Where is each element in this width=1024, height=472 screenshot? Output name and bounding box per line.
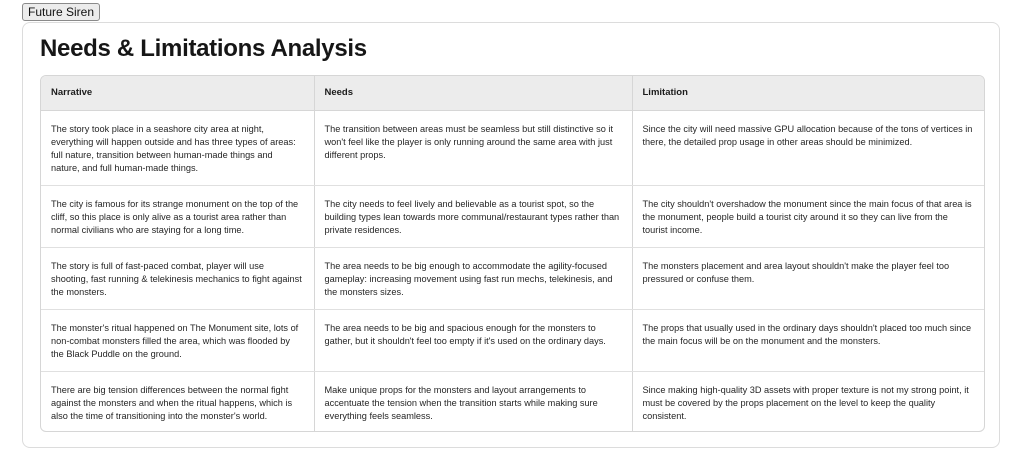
- cell-limitation: The monsters placement and area layout shouldn't make the player feel too pressured or confuse them.: [632, 247, 984, 309]
- table-row: [41, 185, 984, 247]
- analysis-card: [22, 22, 1000, 448]
- analysis-table-container: [40, 75, 985, 432]
- analysis-table: [41, 76, 984, 432]
- cell-needs: The area needs to be big enough to accommodate the agility-focused gameplay: increasing movement using fast run mechs, telekinesis, and the monsters sizes.: [314, 247, 632, 309]
- cell-needs: The transition between areas must be seamless but still distinctive so it won't feel like the player is only running around the same area with just different props.: [314, 110, 632, 185]
- page-title: Needs & Limitations Analysis: [40, 35, 367, 62]
- cell-limitation: Since the city will need massive GPU allocation because of the tons of vertices in there, the detailed prop usage in other areas should be minimized.: [632, 110, 984, 185]
- table-row: [41, 371, 984, 432]
- page-tag-button[interactable]: Future Siren: [22, 3, 100, 21]
- cell-narrative: The city is famous for its strange monument on the top of the cliff, so this place is only alive as a tourist area rather than normal civilians who are staying for a long time.: [41, 185, 314, 247]
- cell-narrative: There are big tension differences between the normal fight against the monsters and when the ritual happens, which is also the time of transitioning into the monster's world.: [41, 371, 314, 432]
- column-header-narrative: Narrative: [41, 76, 314, 110]
- table-row: [41, 110, 984, 185]
- cell-limitation: The city shouldn't overshadow the monument since the main focus of that area is the monument, people build a tourist city around it so they can live from the tourist income.: [632, 185, 984, 247]
- table-row: [41, 247, 984, 309]
- column-header-needs: Needs: [314, 76, 632, 110]
- cell-narrative: The story is full of fast-paced combat, player will use shooting, fast running & telekinesis mechanics to fight against the monsters.: [41, 247, 314, 309]
- table-row: [41, 309, 984, 371]
- cell-needs: The city needs to feel lively and believable as a tourist spot, so the building types lean towards more communal/restaurant types rather than private residences.: [314, 185, 632, 247]
- cell-limitation: Since making high-quality 3D assets with proper texture is not my strong point, it must be covered by the props placement on the level to keep the quality consistent.: [642, 384, 969, 422]
- cell-needs: The area needs to be big and spacious enough for the monsters to gather, but it shouldn't feel too empty if it's used on the ordinary days.: [314, 309, 632, 371]
- table-header-row: [41, 76, 984, 110]
- column-header-limitation: Limitation: [632, 76, 984, 110]
- cell-limitation: The props that usually used in the ordinary days shouldn't placed too much since the main focus will be on the monument and the monsters.: [632, 309, 984, 371]
- cell-needs: Make unique props for the monsters and layout arrangements to accentuate the tension when the transition starts while making sure everything feels seamless.: [314, 371, 632, 432]
- cell-narrative: The story took place in a seashore city area at night, everything will happen outside and has three types of areas: full nature, transition between human-made things and nature, and full human-made things.: [41, 110, 314, 185]
- cell-narrative: The monster's ritual happened on The Monument site, lots of non-combat monsters filled the area, which was flooded by the Black Puddle on the ground.: [41, 309, 314, 371]
